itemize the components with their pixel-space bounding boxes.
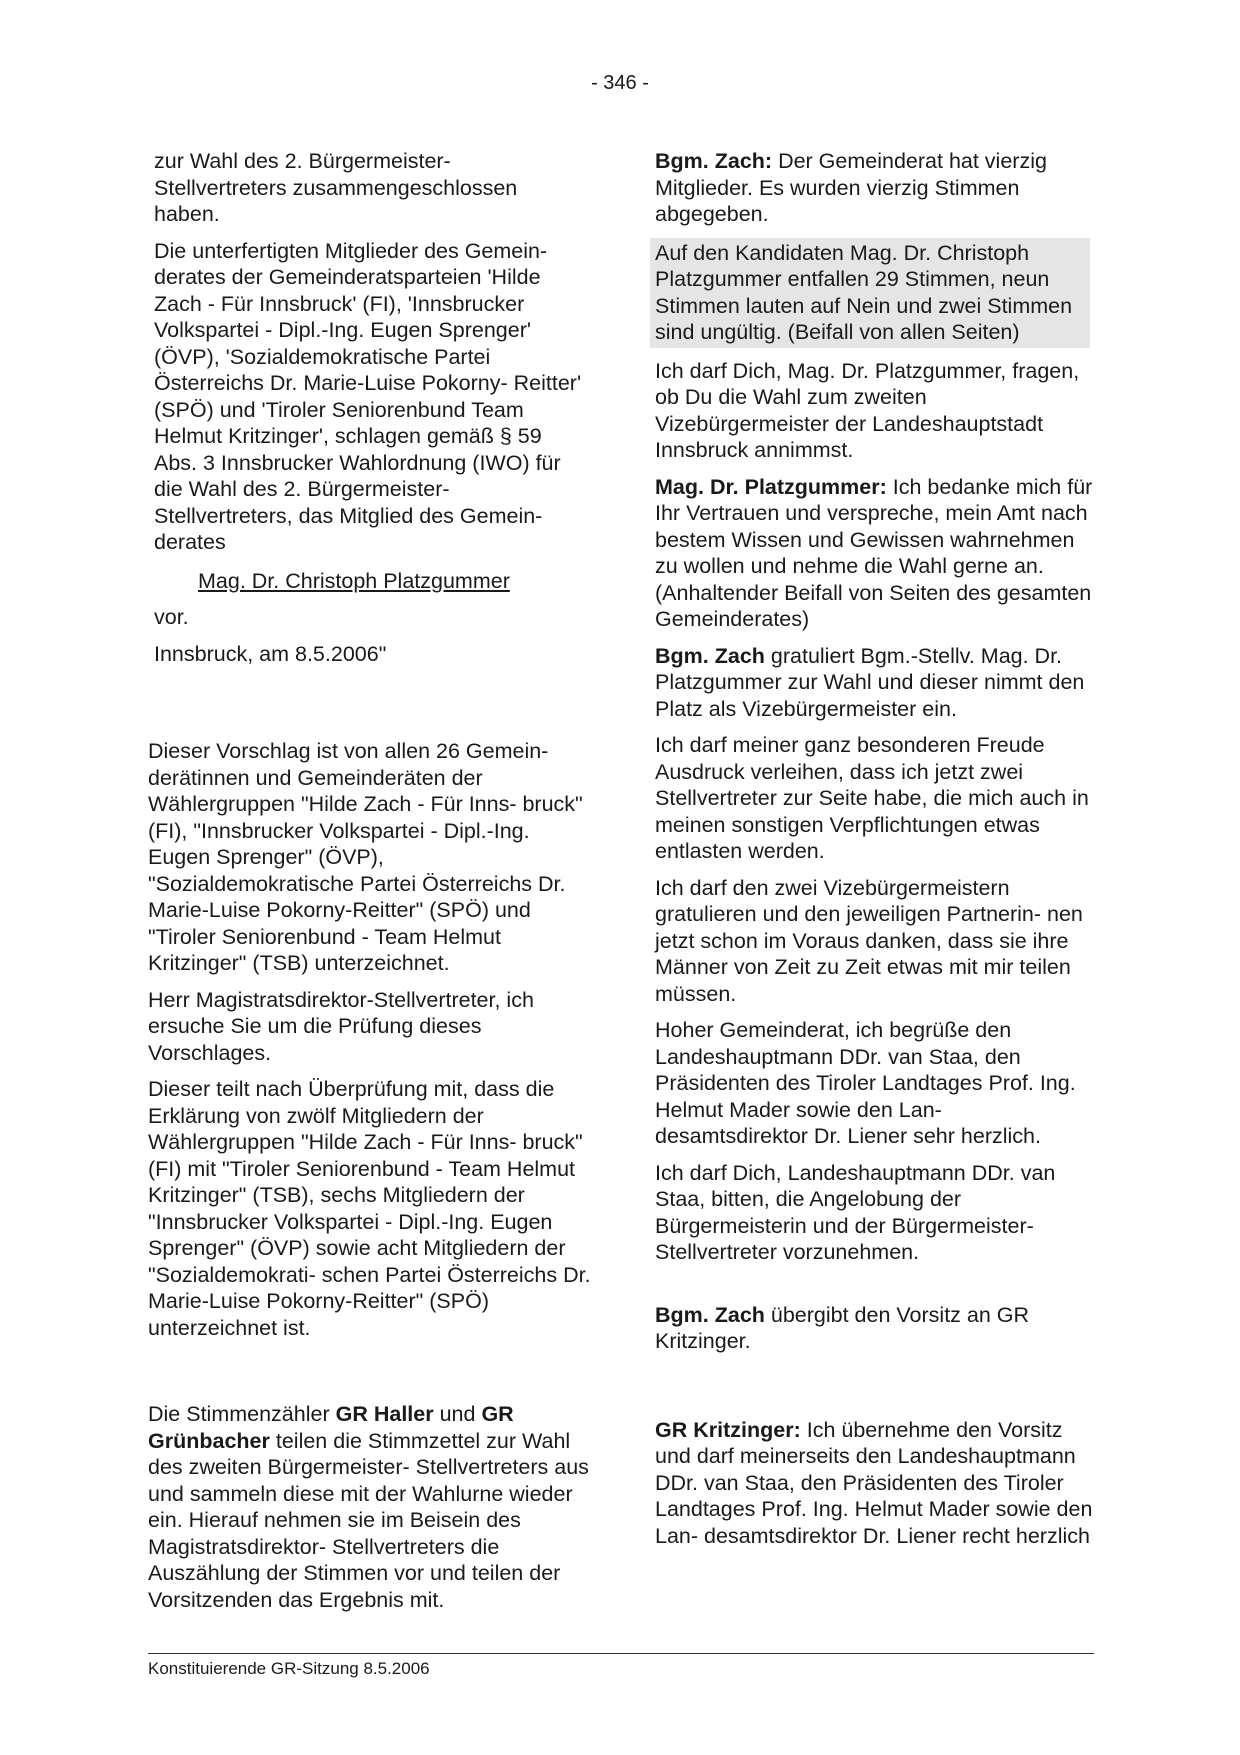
- text: teilen die Stimmzettel zur Wahl des zweiten Bürgermeister- Stellvertreters aus und sammeln diese mit der Wahlurne wieder ein. Hierauf nehmen sie im Beisein des Magistratsdirektor- Stellvertreters die Auszählung der Stimmen vor und teilen der Vorsitzenden das Ergebnis mit.: [148, 1428, 589, 1612]
- paragraph: [655, 643, 1095, 723]
- speaker-name: Bgm. Zach:: [655, 149, 773, 173]
- highlighted-paragraph: Auf den Kandidaten Mag. Dr. Christoph Platzgummer entfallen 29 Stimmen, neun Stimmen lauten auf Nein und zwei Stimmen sind ungültig. (Beifall von allen Seiten): [650, 238, 1090, 348]
- text: Ich übernehme den Vorsitz und darf meinerseits den Landeshauptmann DDr. van Staa, den Präsidenten des Tiroler Landtages Prof. Ing. Helmut Mader sowie den Lan- desamtsdirektor Dr. Liener recht herzlich: [655, 1417, 1093, 1548]
- text: übergibt den Vorsitz an GR Kritzinger.: [655, 1302, 1030, 1353]
- text: Die Stimmenzähler: [148, 1402, 330, 1426]
- paragraph: Dieser teilt nach Überprüfung mit, dass die Erklärung von zwölf Mitgliedern der Wählergruppen "Hilde Zach - Für Inns- bruck" (FI) mit "Tiroler Seniorenbund - Team Helmut Kritzinger" (TSB), sechs Mitgliedern der "Innsbrucker Volkspartei - Dipl.-Ing. Eugen Sprenger" (ÖVP) sowie acht Mitgliedern der "Sozialdemokrati- schen Partei Österreichs Dr. Marie-Luise Pokorny-Reitter" (SPÖ) unterzeichnet ist.: [148, 1077, 591, 1340]
- paragraph: [655, 148, 1095, 228]
- text: gratuliert Bgm.-Stellv. Mag. Dr. Platzgummer zur Wahl und dieser nimmt den Platz als Vizebürgermeister ein.: [655, 643, 1085, 721]
- paragraph: [148, 1401, 593, 1613]
- paragraph: [655, 1302, 1095, 1355]
- paragraph: Ich darf Dich, Landeshauptmann DDr. van Staa, bitten, die Angelobung der Bürgermeisterin und der Bürgermeister- Stellvertreter vorzunehmen.: [655, 1160, 1056, 1264]
- paragraph: [655, 474, 1095, 633]
- text: Ich bedanke mich für Ihr Vertrauen und verspreche, mein Amt nach bestem Wissen und Gewissen wahrnehmen zu wollen und nehme die Wahl gerne an. (Anhaltender Beifall von Seiten des gesamten Gemeinderates): [655, 474, 1093, 631]
- paragraph: Innsbruck, am 8.5.2006": [154, 641, 387, 666]
- candidate-name-text: Mag. Dr. Christoph Platzgummer: [198, 568, 510, 593]
- speaker-name: GR Kritzinger:: [655, 1417, 801, 1442]
- paragraph: Die unterfertigten Mitglieder des Gemein- derates der Gemeinderatsparteien 'Hilde Zach - Für Innsbruck' (FI), 'Innsbrucker Volkspartei - Dipl.-Ing. Eugen Sprenger' (ÖVP), 'Sozialdemokratische Partei Österreichs Dr. Marie-Luise Pokorny- Reitter' (SPÖ) und 'Tiroler Seniorenbund Team Helmut Kritzinger', schlagen gemäß § 59 Abs. 3 Innsbrucker Wahlordnung (IWO) für die Wahl des 2. Bürgermeister- Stellvertreters, das Mitglied des Gemein- derates: [154, 238, 582, 554]
- paragraph: Ich darf den zwei Vizebürgermeistern gratulieren und den jeweiligen Partnerin- nen jetzt schon im Voraus danken, dass sie ihre Männer von Zeit zu Zeit etwas mit mir teilen müssen.: [655, 875, 1083, 1006]
- left-column-quote: [154, 148, 584, 667]
- left-column-main: [148, 738, 593, 1613]
- right-column: [655, 148, 1095, 1549]
- paragraph: [655, 1417, 1095, 1550]
- paragraph: Dieser Vorschlag ist von allen 26 Gemein- derätinnen und Gemeinderäten der Wählergruppen "Hilde Zach - Für Inns- bruck" (FI), "Innsbrucker Volkspartei - Dipl.-Ing. Eugen Sprenger" (ÖVP), "Sozialdemokratische Partei Österreichs Dr. Marie-Luise Pokorny-Reitter" (SPÖ) und "Tiroler Seniorenbund - Team Helmut Kritzinger" (TSB) unterzeichnet.: [148, 739, 583, 975]
- page-number: - 346 -: [591, 72, 649, 94]
- speaker-name: Mag. Dr. Platzgummer:: [655, 474, 887, 499]
- speaker-name: Bgm. Zach: [655, 643, 765, 668]
- paragraph: Ich darf Dich, Mag. Dr. Platzgummer, fragen, ob Du die Wahl zum zweiten Vizebürgermeister der Landeshauptstadt Innsbruck annimmst.: [655, 358, 1080, 462]
- paragraph: Herr Magistratsdirektor-Stellvertreter, ich ersuche Sie um die Prüfung dieses Vorschlages.: [148, 987, 534, 1065]
- speaker-name: GR Haller: [335, 1402, 434, 1426]
- paragraph: Ich darf meiner ganz besonderen Freude Ausdruck verleihen, dass ich jetzt zwei Stellvertreter zur Seite habe, die mich auch in meinen sonstigen Verpflichtungen etwas entlasten werden.: [655, 733, 1089, 863]
- footer: Konstituierende GR-Sitzung 8.5.2006: [148, 1659, 430, 1678]
- text: Der Gemeinderat hat vierzig Mitglieder. Es wurden vierzig Stimmen abgegeben.: [655, 149, 1047, 226]
- speaker-name: GR Grünbacher: [148, 1402, 514, 1453]
- text: und: [439, 1402, 476, 1426]
- paragraph: Hoher Gemeinderat, ich begrüße den Landeshauptmann DDr. van Staa, den Präsidenten des Tiroler Landtages Prof. Ing. Helmut Mader sowie den Lan- desamtsdirektor Dr. Liener sehr herzlich.: [655, 1018, 1076, 1148]
- footer-divider: [148, 1653, 1094, 1654]
- candidate-name: [154, 568, 584, 595]
- paragraph: zur Wahl des 2. Bürgermeister- Stellvertreters zusammengeschlossen haben.: [154, 149, 518, 226]
- paragraph: vor.: [154, 605, 189, 629]
- speaker-name: Bgm. Zach: [655, 1302, 765, 1327]
